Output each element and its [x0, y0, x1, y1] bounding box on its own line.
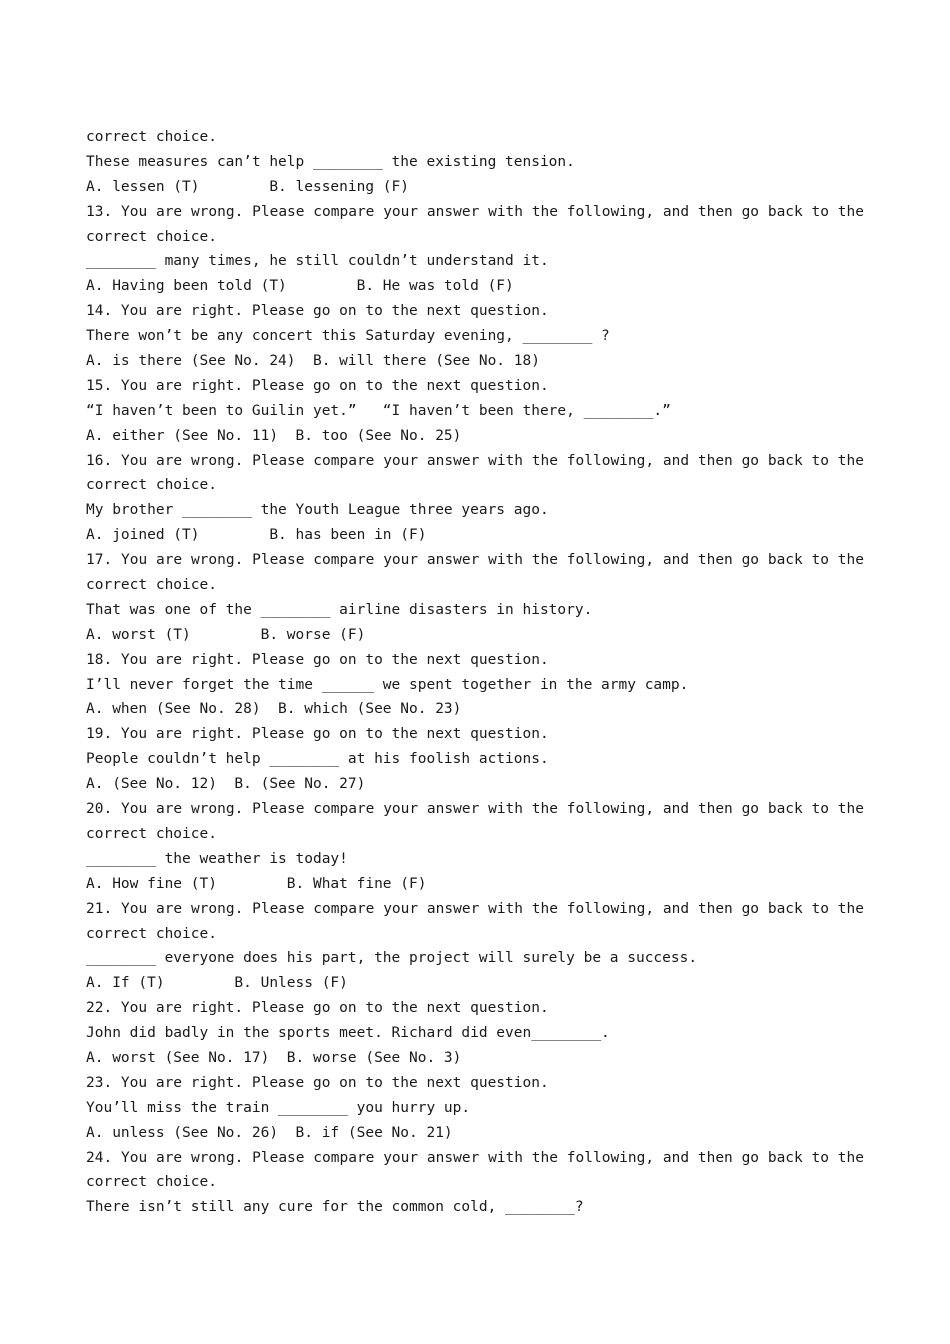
- text-line: correct choice.: [86, 477, 217, 494]
- text-line: 17. You are wrong. Please compare your answer with the following, and then go back to the: [86, 552, 864, 569]
- text-line: correct choice.: [86, 925, 217, 942]
- text-line: A. when (See No. 28) B. which (See No. 23): [86, 701, 462, 718]
- text-line: John did badly in the sports meet. Richard did even________.: [86, 1025, 610, 1042]
- text-line: A. How fine (T) B. What fine (F): [86, 875, 427, 892]
- text-line: You’ll miss the train ________ you hurry up.: [86, 1099, 471, 1116]
- text-line: 14. You are right. Please go on to the next question.: [86, 303, 549, 320]
- text-line: A. (See No. 12) B. (See No. 27): [86, 776, 366, 793]
- text-line: correct choice.: [86, 129, 217, 145]
- text-line: I’ll never forget the time ______ we spent together in the army camp.: [86, 676, 689, 693]
- text-line: A. If (T) B. Unless (F): [86, 975, 348, 992]
- text-line: A. worst (T) B. worse (F): [86, 626, 366, 643]
- text-line: A. is there (See No. 24) B. will there (See No. 18): [86, 353, 540, 370]
- text-line: 13. You are wrong. Please compare your answer with the following, and then go back to the: [86, 203, 864, 220]
- text-line: ________ everyone does his part, the project will surely be a success.: [86, 950, 698, 967]
- document-body: [86, 125, 864, 1220]
- text-line: 15. You are right. Please go on to the next question.: [86, 377, 549, 394]
- text-line: correct choice.: [86, 577, 217, 594]
- text-line: 19. You are right. Please go on to the next question.: [86, 726, 549, 743]
- text-line: There isn’t still any cure for the common cold, ________?: [86, 1199, 584, 1216]
- text-line: ________ many times, he still couldn’t understand it.: [86, 253, 549, 270]
- text-line: These measures can’t help ________ the existing tension.: [86, 153, 575, 170]
- text-line: “I haven’t been to Guilin yet.” “I haven’t been there, ________.”: [86, 402, 671, 419]
- text-line: 23. You are right. Please go on to the next question.: [86, 1074, 549, 1091]
- text-line: ________ the weather is today!: [86, 850, 348, 867]
- text-line: That was one of the ________ airline disasters in history.: [86, 601, 593, 618]
- text-line: A. either (See No. 11) B. too (See No. 25): [86, 427, 462, 444]
- text-line: 16. You are wrong. Please compare your answer with the following, and then go back to the: [86, 452, 864, 469]
- text-line: correct choice.: [86, 825, 217, 842]
- text-line: correct choice.: [86, 1174, 217, 1191]
- text-line: 18. You are right. Please go on to the next question.: [86, 651, 549, 668]
- text-line: A. worst (See No. 17) B. worse (See No. 3): [86, 1049, 462, 1066]
- text-line: A. lessen (T) B. lessening (F): [86, 178, 410, 195]
- text-line: correct choice.: [86, 228, 217, 245]
- text-line: My brother ________ the Youth League three years ago.: [86, 502, 549, 519]
- text-line: A. joined (T) B. has been in (F): [86, 527, 427, 544]
- text-line: 24. You are wrong. Please compare your answer with the following, and then go back to the: [86, 1149, 864, 1166]
- text-line: A. Having been told (T) B. He was told (F): [86, 278, 514, 295]
- text-line: People couldn’t help ________ at his foolish actions.: [86, 751, 549, 768]
- text-line: 20. You are wrong. Please compare your answer with the following, and then go back to the: [86, 801, 864, 818]
- text-line: 22. You are right. Please go on to the next question.: [86, 1000, 549, 1017]
- text-line: 21. You are wrong. Please compare your answer with the following, and then go back to the: [86, 900, 864, 917]
- text-line: There won’t be any concert this Saturday evening, ________ ?: [86, 328, 610, 345]
- text-line: A. unless (See No. 26) B. if (See No. 21): [86, 1124, 453, 1141]
